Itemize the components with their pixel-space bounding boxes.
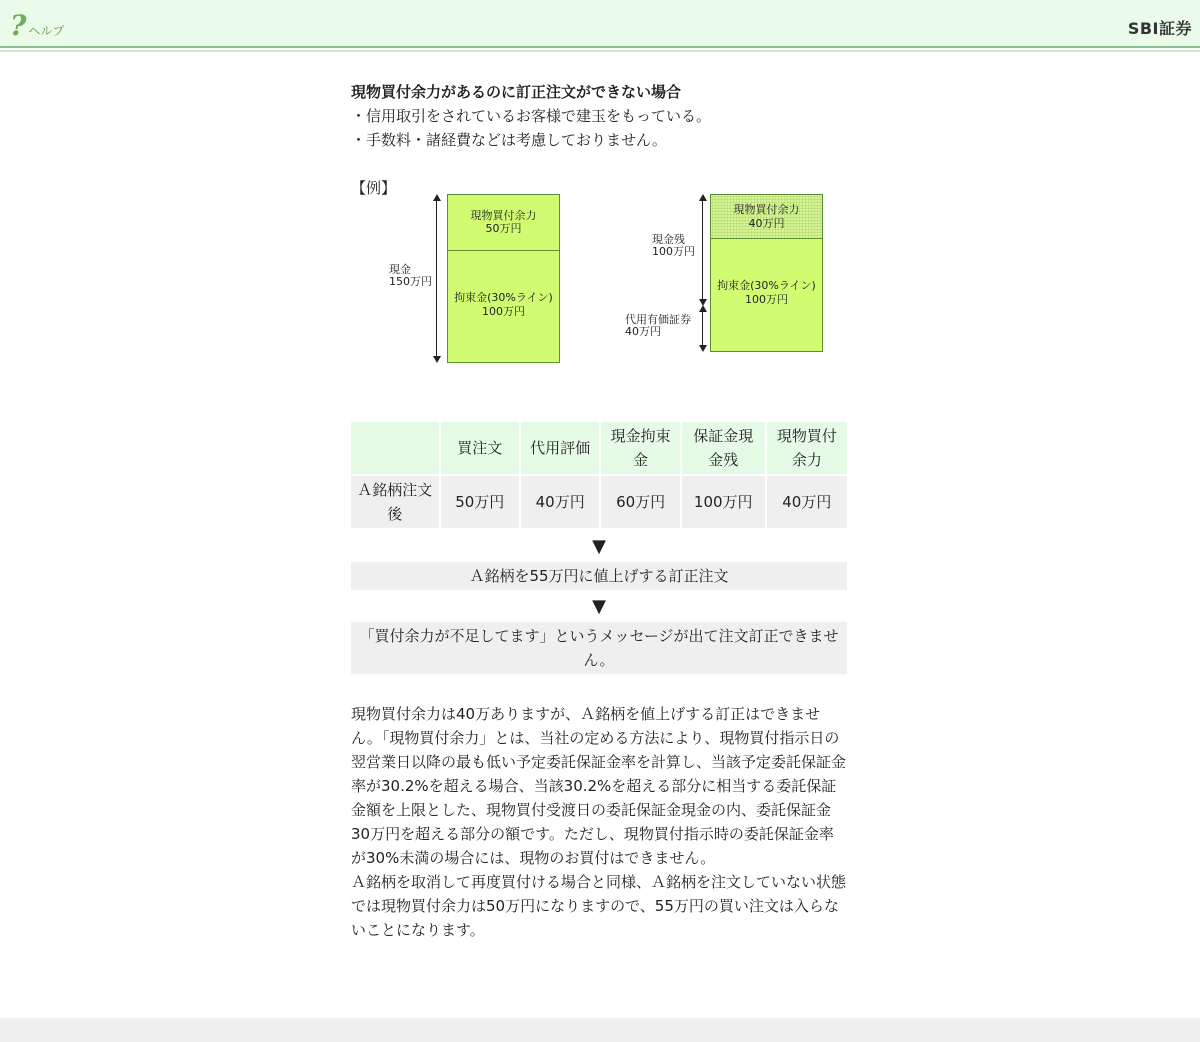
right-securities-arrow-down-icon xyxy=(699,345,707,352)
table-header-cash-restricted: 現金拘束金 xyxy=(601,422,679,476)
table-header-row xyxy=(351,422,847,476)
left-available-value: 50万円 xyxy=(485,222,522,235)
header-divider xyxy=(0,50,1200,52)
right-available-value: 40万円 xyxy=(748,217,785,230)
brand-logo: SBI証券 xyxy=(1127,19,1192,38)
right-available-label: 現物買付余力 xyxy=(733,203,800,216)
right-available-box xyxy=(710,194,823,239)
table-row xyxy=(351,476,847,528)
help-question-icon: ? xyxy=(10,9,27,42)
table-cell-cash-restricted: 60万円 xyxy=(601,476,679,528)
explanation-text xyxy=(351,702,847,942)
left-total-label xyxy=(389,264,432,288)
flow-step-correction-order: Ａ銘柄を55万円に値上げする訂正注文 xyxy=(351,562,847,590)
table-header-buy-order: 買注文 xyxy=(441,422,519,476)
balance-table xyxy=(349,422,849,528)
table-row-label: Ａ銘柄注文後 xyxy=(351,476,439,528)
right-cash-arrow-up-icon xyxy=(699,194,707,201)
left-arrow-up-icon xyxy=(433,194,441,201)
balance-diagram xyxy=(351,194,847,374)
footer-bar xyxy=(0,1018,1200,1042)
right-restricted-value: 100万円 xyxy=(745,293,788,306)
table-header-buying-power: 現物買付余力 xyxy=(767,422,847,476)
right-cash-label-text: 現金残 xyxy=(652,233,685,246)
right-securities-label-text: 代用有価証券 xyxy=(625,313,691,326)
right-cash-dimension-line xyxy=(702,200,703,299)
table-cell-margin-cash: 100万円 xyxy=(682,476,765,528)
left-total-value: 150万円 xyxy=(389,275,432,288)
left-total-label-text: 現金 xyxy=(389,263,411,276)
right-cash-label xyxy=(652,234,695,258)
table-cell-collateral-value: 40万円 xyxy=(521,476,599,528)
explanation-paragraph-2: Ａ銘柄を取消して再度買付ける場合と同様、Ａ銘柄を注文していない状態では現物買付余力は50万円になりますので、55万円の買い注文は入らないことになります。 xyxy=(351,873,847,939)
right-restricted-box xyxy=(710,238,823,352)
right-securities-arrow-up-icon xyxy=(699,305,707,312)
example-label: 【例】 xyxy=(351,179,397,197)
right-securities-value: 40万円 xyxy=(625,325,661,338)
help-label: ヘルプ xyxy=(28,24,65,38)
table-header-margin-cash: 保証金現金残 xyxy=(682,422,765,476)
table-header-empty xyxy=(351,422,439,476)
left-restricted-box xyxy=(447,250,560,363)
left-available-box xyxy=(447,194,560,251)
left-restricted-value: 100万円 xyxy=(482,305,525,318)
explanation-paragraph-1: 現物買付余力は40万ありますが、Ａ銘柄を値上げする訂正はできません。「現物買付余力」とは、当社の定める方法により、現物買付指示日の翌営業日以降の最も低い予定委託保証金率を計算し、当該予定委託保証金率が30.2%を超える場合、当該30.2%を超える部分に相当する委託保証金額を上限とした、現物買付受渡日の委託保証金現金の内、委託保証金30万円を超える部分の額です。ただし、現物買付指示時の委託保証金率が30%未満の場合には、現物のお買付はできません。 xyxy=(351,705,847,867)
left-available-label: 現物買付余力 xyxy=(470,209,537,222)
table-cell-buying-power: 40万円 xyxy=(767,476,847,528)
main-content xyxy=(351,80,847,942)
help-link[interactable] xyxy=(10,9,65,42)
right-securities-label xyxy=(625,314,691,338)
right-restricted-label: 拘束金(30%ライン) xyxy=(717,279,816,292)
right-securities-dimension-line xyxy=(702,311,703,346)
left-arrow-down-icon xyxy=(433,356,441,363)
condition-bullet-1: ・信用取引をされているお客様で建玉をもっている。 xyxy=(351,107,712,125)
table-cell-buy-order: 50万円 xyxy=(441,476,519,528)
header-bar xyxy=(0,0,1200,48)
right-cash-value: 100万円 xyxy=(652,245,695,258)
page-title: 現物買付余力があるのに訂正注文ができない場合 xyxy=(351,83,682,101)
flow-arrow-down-icon: ▼ xyxy=(592,536,606,557)
flow-arrow-down-icon-2: ▼ xyxy=(592,596,606,617)
left-dimension-line xyxy=(436,200,437,356)
table-header-collateral-value: 代用評価 xyxy=(521,422,599,476)
condition-bullet-2: ・手数料・諸経費などは考慮しておりません。 xyxy=(351,131,667,149)
flow-step-error-message: 「買付余力が不足してます」というメッセージが出て注文訂正できません。 xyxy=(351,622,847,674)
left-restricted-label: 拘束金(30%ライン) xyxy=(454,291,553,304)
